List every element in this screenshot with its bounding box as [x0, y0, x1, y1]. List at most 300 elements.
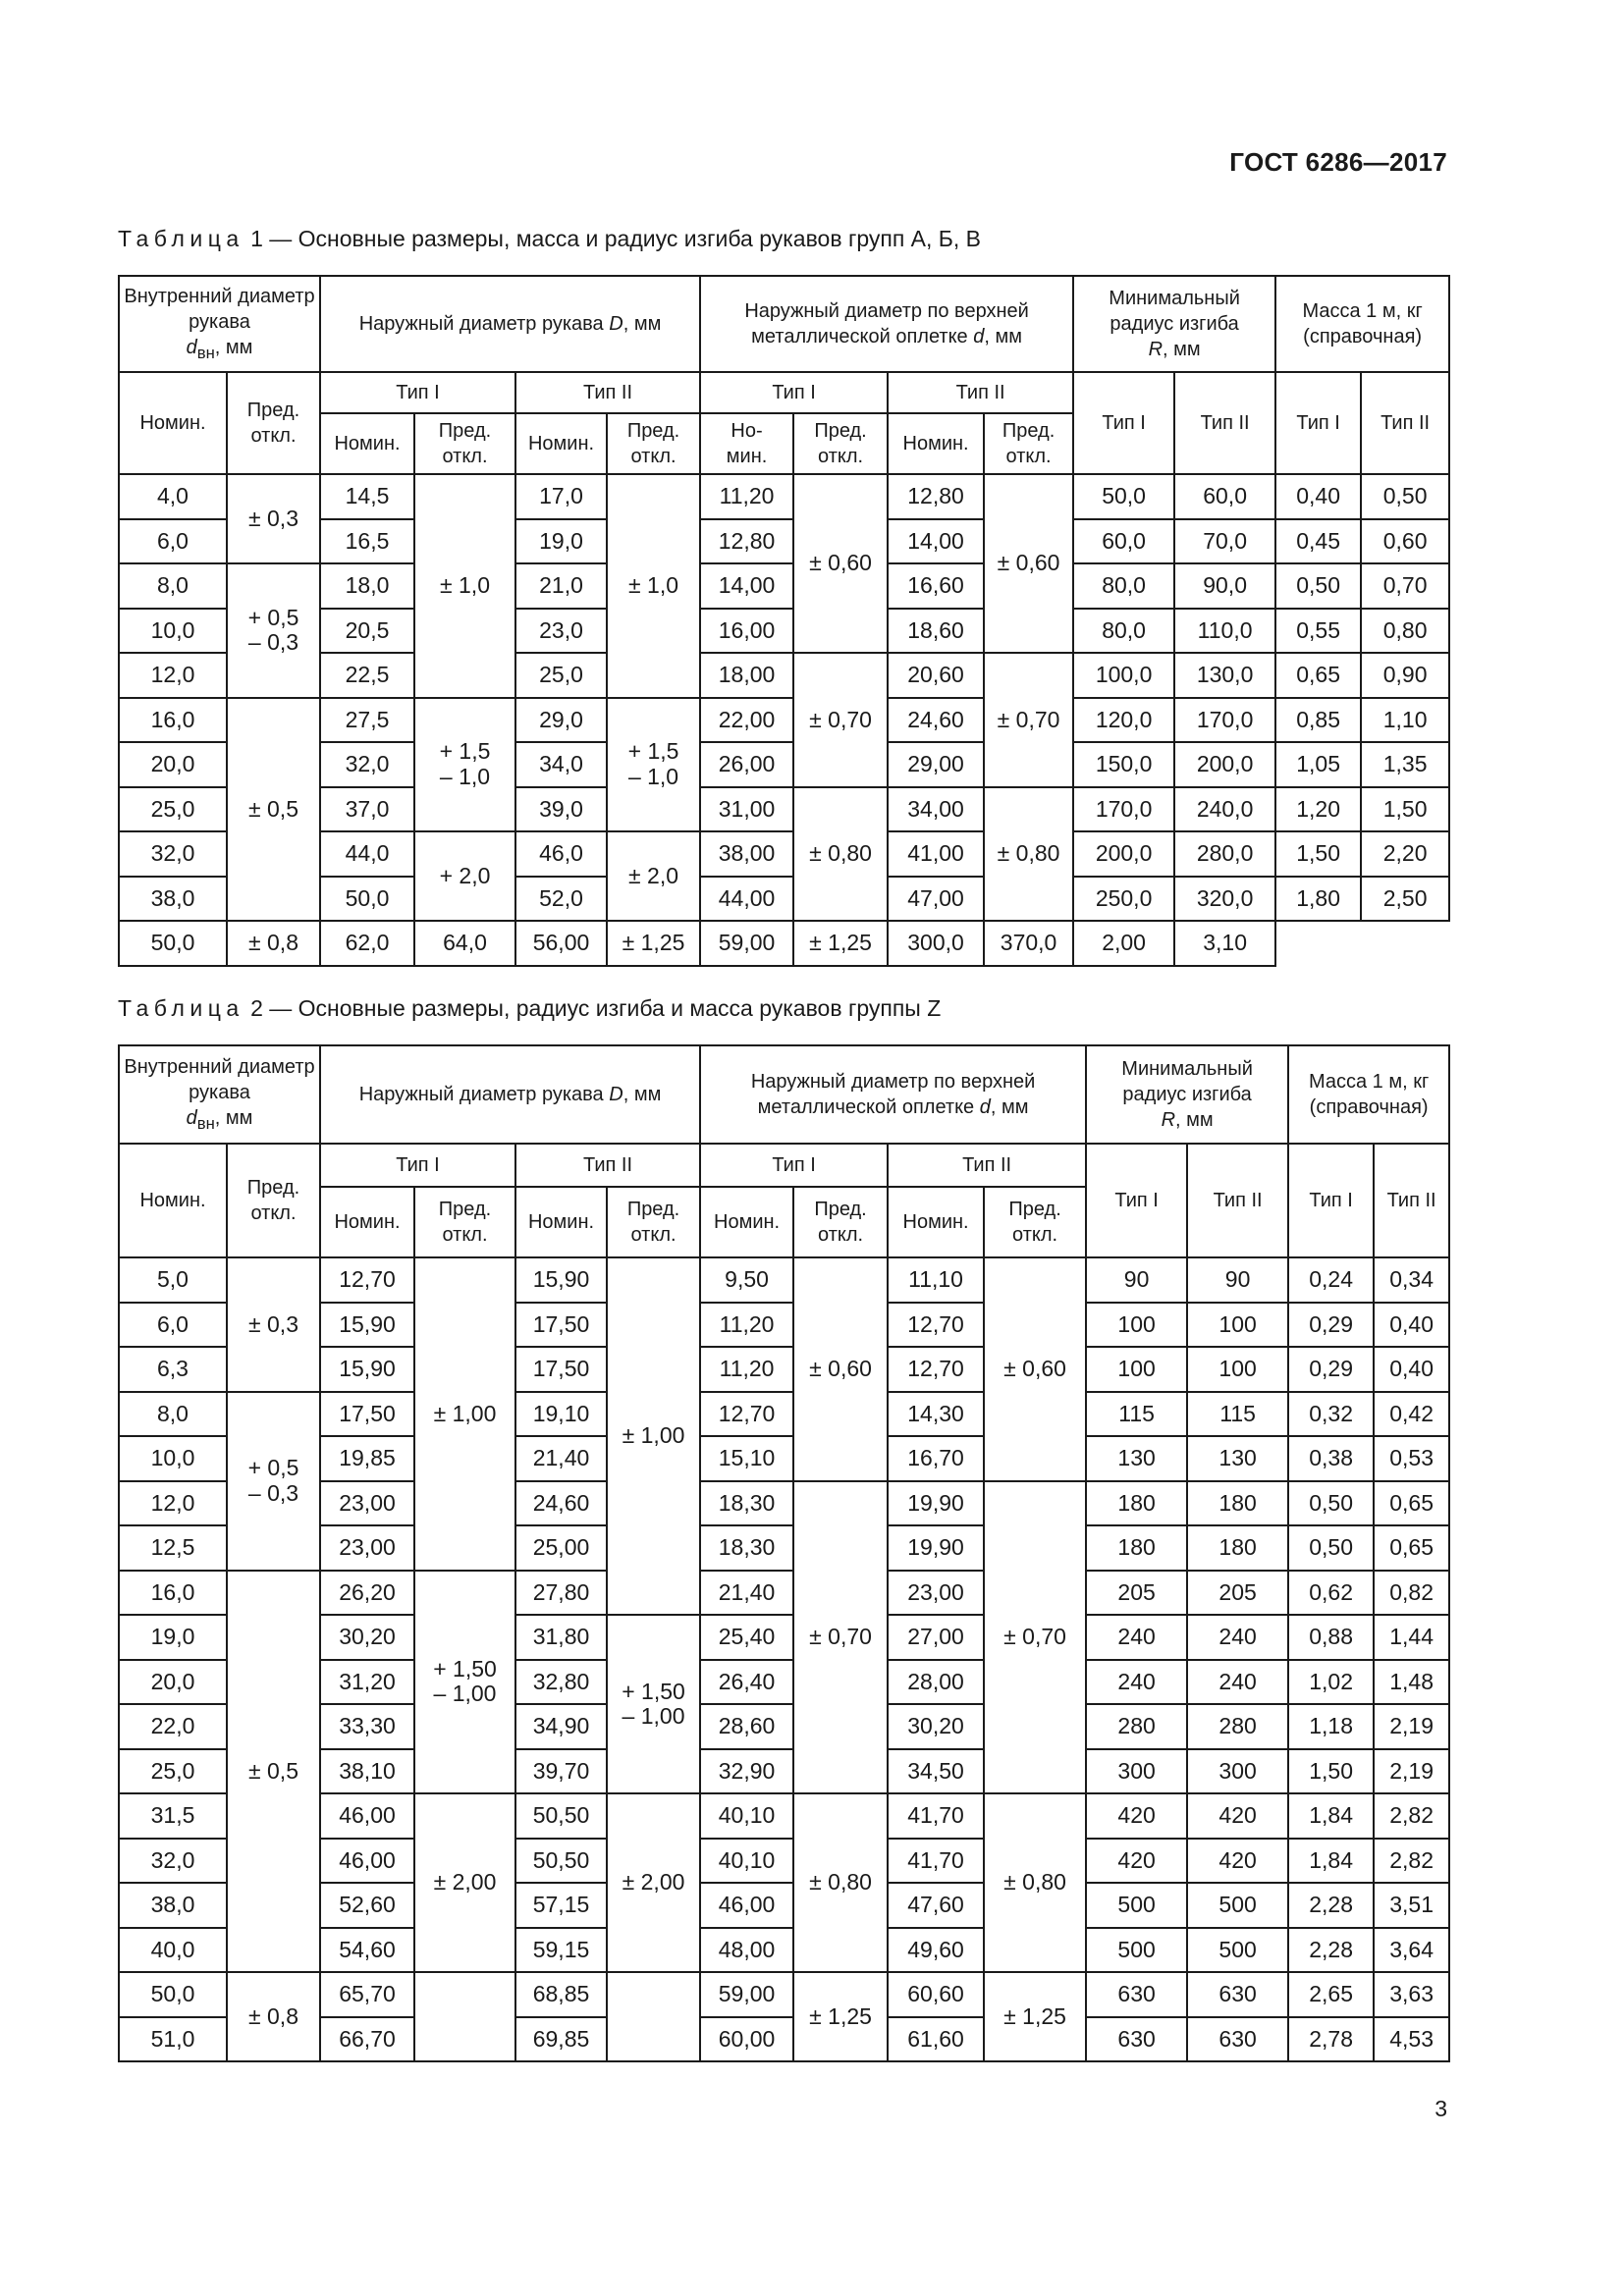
type-1-header: Тип I [320, 1144, 515, 1187]
type-2-header: Тип II [1174, 372, 1275, 474]
nomin-header: Номин. [515, 1187, 607, 1257]
table-cell: 20,0 [119, 1660, 227, 1705]
table-cell: 12,70 [700, 1392, 793, 1437]
table-cell: ± 0,80 [984, 787, 1073, 922]
table-cell: 6,3 [119, 1347, 227, 1392]
table-cell: 18,00 [700, 653, 793, 698]
table-cell: 24,60 [888, 698, 984, 743]
table-cell: 28,00 [888, 1660, 984, 1705]
table-cell: 34,0 [515, 742, 607, 787]
table-cell: 39,70 [515, 1749, 607, 1794]
table-cell: 130 [1187, 1436, 1288, 1481]
table-cell: 630 [1187, 1972, 1288, 2017]
table-cell: + 0,5 – 0,3 [227, 1392, 320, 1571]
table-cell: 60,60 [888, 1972, 984, 2017]
table-cell: 49,60 [888, 1928, 984, 1973]
table-cell: 370,0 [984, 921, 1073, 966]
table-cell: 0,32 [1288, 1392, 1374, 1437]
table-cell: 3,63 [1374, 1972, 1449, 2017]
table-cell: ± 1,0 [607, 474, 700, 698]
nomin-header: Номин. [515, 413, 607, 474]
table-cell: 12,70 [320, 1257, 414, 1303]
nomin-header: Номин. [888, 1187, 984, 1257]
table-cell: ± 2,00 [607, 1793, 700, 1972]
table-cell: 16,5 [320, 519, 414, 564]
table-cell: 100 [1187, 1303, 1288, 1348]
table-cell: 4,53 [1374, 2017, 1449, 2062]
table-cell: 25,40 [700, 1615, 793, 1660]
table-cell: 38,0 [119, 877, 227, 922]
type-1-header: Тип I [1275, 372, 1361, 474]
table-cell: ± 0,70 [984, 1481, 1086, 1794]
table-cell: 4,0 [119, 474, 227, 519]
table-cell: ± 2,00 [414, 1793, 515, 1972]
table-cell: 33,30 [320, 1704, 414, 1749]
table-cell: 180 [1187, 1481, 1288, 1526]
table-cell: 0,40 [1374, 1347, 1449, 1392]
table-cell: 20,5 [320, 609, 414, 654]
table-cell: 0,65 [1374, 1525, 1449, 1571]
table-1 [118, 275, 1450, 967]
tolerance-header: Пред. откл. [227, 1144, 320, 1257]
table-cell: 11,10 [888, 1257, 984, 1303]
table-cell: ± 1,0 [414, 474, 515, 698]
table-cell: 14,00 [700, 563, 793, 609]
table-cell: 0,82 [1374, 1571, 1449, 1616]
table-cell: 1,44 [1374, 1615, 1449, 1660]
table-cell [607, 1972, 700, 2061]
tolerance-header: Пред. откл. [227, 372, 320, 474]
table-cell: ± 0,3 [227, 474, 320, 563]
table-cell: 44,0 [320, 831, 414, 877]
table-cell: ± 0,70 [984, 653, 1073, 787]
table-cell: 50,50 [515, 1793, 607, 1839]
mass-header: Масса 1 м, кг (справочная) [1275, 276, 1449, 372]
table-cell: 110,0 [1174, 609, 1275, 654]
table-cell: 300,0 [888, 921, 984, 966]
table-cell: 46,00 [320, 1793, 414, 1839]
table-cell: ± 1,25 [793, 1972, 888, 2061]
type-1-header: Тип I [700, 1144, 888, 1187]
table-cell: 280,0 [1174, 831, 1275, 877]
table-cell: 32,0 [119, 1839, 227, 1884]
table-cell: 26,40 [700, 1660, 793, 1705]
table-cell: 16,0 [119, 698, 227, 743]
table-cell: 19,0 [119, 1615, 227, 1660]
type-2-header: Тип II [1361, 372, 1449, 474]
table-cell: 9,50 [700, 1257, 793, 1303]
table-cell: 2,82 [1374, 1839, 1449, 1884]
table-cell: 23,0 [515, 609, 607, 654]
table-cell: 15,90 [320, 1347, 414, 1392]
table-cell: 2,20 [1361, 831, 1449, 877]
table-cell: ± 0,80 [793, 1793, 888, 1972]
table-cell: 25,00 [515, 1525, 607, 1571]
table-cell: 80,0 [1073, 563, 1174, 609]
caption-text: 2 — Основные размеры, радиус изгиба и масса рукавов группы Z [244, 995, 942, 1021]
table-cell: 66,70 [320, 2017, 414, 2062]
table-cell: 32,90 [700, 1749, 793, 1794]
table-cell: ± 0,5 [227, 1571, 320, 1973]
table-cell: 1,48 [1374, 1660, 1449, 1705]
table-cell: 16,70 [888, 1436, 984, 1481]
table-cell: 1,50 [1275, 831, 1361, 877]
table-cell: 41,70 [888, 1839, 984, 1884]
table-cell: 50,0 [320, 877, 414, 922]
table-cell: 16,0 [119, 1571, 227, 1616]
table-cell: 27,5 [320, 698, 414, 743]
table-cell: 240 [1086, 1615, 1187, 1660]
table-cell: 8,0 [119, 563, 227, 609]
table-cell: 0,62 [1288, 1571, 1374, 1616]
table-cell: 1,50 [1361, 787, 1449, 832]
table-2 [118, 1044, 1450, 2062]
caption-text: 1 — Основные размеры, масса и радиус изгиба рукавов групп А, Б, В [244, 226, 982, 251]
inner-diameter-header: Внутренний диаметр рукава $d_{вн}$, мм [119, 276, 320, 372]
table-cell: 115 [1187, 1392, 1288, 1437]
table-cell: 280 [1187, 1704, 1288, 1749]
table-cell: 17,50 [320, 1392, 414, 1437]
braid-diameter-header: Наружный диаметр по верхней металлической оплетке d, мм [700, 276, 1073, 372]
table-cell: 0,80 [1361, 609, 1449, 654]
table-cell: 21,40 [515, 1436, 607, 1481]
table-cell: 19,90 [888, 1481, 984, 1526]
bend-radius-header: Минимальный радиус изгиба R, мм [1086, 1045, 1288, 1144]
table-cell: 61,60 [888, 2017, 984, 2062]
table-cell: 19,85 [320, 1436, 414, 1481]
type-2-header: Тип II [515, 372, 700, 413]
table-cell: 0,42 [1374, 1392, 1449, 1437]
table-cell: 2,19 [1374, 1704, 1449, 1749]
table-cell: 90 [1086, 1257, 1187, 1303]
nomin-header: Номин. [320, 1187, 414, 1257]
table-cell: 100 [1086, 1347, 1187, 1392]
table-cell: ± 2,0 [607, 831, 700, 921]
table-cell: 60,0 [1073, 519, 1174, 564]
table-cell: ± 1,00 [414, 1257, 515, 1571]
table-cell: 100 [1086, 1303, 1187, 1348]
nomin-header: Номин. [320, 413, 414, 474]
table-cell: 16,00 [700, 609, 793, 654]
table-cell: 50,0 [119, 921, 227, 966]
type-1-header: Тип I [1073, 372, 1174, 474]
table-cell: 62,0 [320, 921, 414, 966]
table-cell: 240 [1187, 1615, 1288, 1660]
table-cell: 10,0 [119, 609, 227, 654]
table-cell: 20,0 [119, 742, 227, 787]
table-cell: 29,0 [515, 698, 607, 743]
table-cell: + 0,5 – 0,3 [227, 563, 320, 698]
table-cell: 90,0 [1174, 563, 1275, 609]
table-cell: 0,70 [1361, 563, 1449, 609]
table-cell: 1,20 [1275, 787, 1361, 832]
table-cell: 31,00 [700, 787, 793, 832]
table-cell: 20,60 [888, 653, 984, 698]
table-cell: 65,70 [320, 1972, 414, 2017]
table-cell: + 1,50 – 1,00 [607, 1615, 700, 1793]
table-cell: 41,00 [888, 831, 984, 877]
table-cell: 5,0 [119, 1257, 227, 1303]
type-2-header: Тип II [1187, 1144, 1288, 1257]
table-cell: 2,19 [1374, 1749, 1449, 1794]
table-cell: 18,0 [320, 563, 414, 609]
table-cell: 1,84 [1288, 1839, 1374, 1884]
table-cell: 420 [1086, 1839, 1187, 1884]
table-cell: ± 0,70 [793, 653, 888, 787]
table-cell: 120,0 [1073, 698, 1174, 743]
outer-diameter-header: Наружный диаметр рукава D, мм [320, 1045, 700, 1144]
table-cell: 0,50 [1275, 563, 1361, 609]
mass-header: Масса 1 м, кг (справочная) [1288, 1045, 1449, 1144]
table-cell: 18,30 [700, 1525, 793, 1571]
type-2-header: Тип II [1374, 1144, 1449, 1257]
table-cell: 0,40 [1374, 1303, 1449, 1348]
table-cell: 130,0 [1174, 653, 1275, 698]
table-cell: 0,85 [1275, 698, 1361, 743]
table-cell: 22,00 [700, 698, 793, 743]
inner-diameter-header: Внутренний диаметр рукава $d_{вн}$, мм [119, 1045, 320, 1144]
table-cell: 47,60 [888, 1883, 984, 1928]
table-cell: 0,88 [1288, 1615, 1374, 1660]
table-cell: 41,70 [888, 1793, 984, 1839]
table-cell: 500 [1187, 1928, 1288, 1973]
table-cell: 18,60 [888, 609, 984, 654]
table-cell: 69,85 [515, 2017, 607, 2062]
table-cell: 1,18 [1288, 1704, 1374, 1749]
table-cell: 0,65 [1275, 653, 1361, 698]
table-cell: 630 [1086, 1972, 1187, 2017]
nomin-header: Но- мин. [700, 413, 793, 474]
table-cell: 31,80 [515, 1615, 607, 1660]
nomin-header: Номин. [119, 372, 227, 474]
table-cell: 180 [1086, 1525, 1187, 1571]
table-cell: 25,0 [119, 787, 227, 832]
table-cell: 300 [1187, 1749, 1288, 1794]
table-cell: 115 [1086, 1392, 1187, 1437]
table-cell: 12,80 [888, 474, 984, 519]
type-2-header: Тип II [888, 372, 1073, 413]
table-cell: 12,70 [888, 1303, 984, 1348]
table-cell: 2,65 [1288, 1972, 1374, 2017]
table-cell: 90 [1187, 1257, 1288, 1303]
nomin-header: Номин. [119, 1144, 227, 1257]
table-cell: 2,50 [1361, 877, 1449, 922]
table-cell: 8,0 [119, 1392, 227, 1437]
table-cell: 11,20 [700, 1347, 793, 1392]
table-cell: 0,60 [1361, 519, 1449, 564]
table-cell: 46,00 [320, 1839, 414, 1884]
table-cell: 80,0 [1073, 609, 1174, 654]
table-cell: 12,0 [119, 1481, 227, 1526]
table-cell: 1,35 [1361, 742, 1449, 787]
table-cell: ± 0,80 [984, 1793, 1086, 1972]
table-cell: 170,0 [1174, 698, 1275, 743]
table-cell: 11,20 [700, 474, 793, 519]
table-cell: 22,0 [119, 1704, 227, 1749]
table-cell: 0,55 [1275, 609, 1361, 654]
type-2-header: Тип II [888, 1144, 1086, 1187]
table-cell: 52,60 [320, 1883, 414, 1928]
table-cell: 34,50 [888, 1749, 984, 1794]
table-cell: 24,60 [515, 1481, 607, 1526]
table-row [119, 1257, 1449, 1303]
table-cell: 1,84 [1288, 1793, 1374, 1839]
table-cell: 300 [1086, 1749, 1187, 1794]
table-cell: 56,00 [515, 921, 607, 966]
tolerance-header: Пред. откл. [414, 1187, 515, 1257]
table-cell: ± 0,80 [793, 787, 888, 922]
standard-code: ГОСТ 6286—2017 [1229, 147, 1447, 177]
table-cell: 500 [1086, 1928, 1187, 1973]
table-cell: 3,64 [1374, 1928, 1449, 1973]
type-1-header: Тип I [1086, 1144, 1187, 1257]
table-cell: 21,0 [515, 563, 607, 609]
table-cell: 21,40 [700, 1571, 793, 1616]
table-cell: 630 [1187, 2017, 1288, 2062]
table-cell: + 1,5 – 1,0 [607, 698, 700, 832]
table-cell: 0,50 [1288, 1525, 1374, 1571]
table-cell: 26,00 [700, 742, 793, 787]
table-cell: 500 [1187, 1883, 1288, 1928]
table-cell: 50,50 [515, 1839, 607, 1884]
table-cell: 130 [1086, 1436, 1187, 1481]
table-cell: 0,90 [1361, 653, 1449, 698]
table-cell: 1,50 [1288, 1749, 1374, 1794]
table-cell: 59,00 [700, 1972, 793, 2017]
table-cell: 12,5 [119, 1525, 227, 1571]
table-cell: 420 [1187, 1793, 1288, 1839]
tolerance-header: Пред. откл. [607, 413, 700, 474]
table-cell: + 1,50 – 1,00 [414, 1571, 515, 1794]
table-cell: 6,0 [119, 519, 227, 564]
table-cell: 420 [1187, 1839, 1288, 1884]
bend-radius-header: Минимальный радиус изгиба R, мм [1073, 276, 1275, 372]
table-cell: 205 [1187, 1571, 1288, 1616]
table-cell: 500 [1086, 1883, 1187, 1928]
table-cell: 180 [1187, 1525, 1288, 1571]
table-cell: 19,90 [888, 1525, 984, 1571]
type-2-header: Тип II [515, 1144, 700, 1187]
table-cell: ± 0,60 [793, 1257, 888, 1481]
table-cell: 240,0 [1174, 787, 1275, 832]
table-cell: 48,00 [700, 1928, 793, 1973]
table-cell: 60,00 [700, 2017, 793, 2062]
table-cell: 180 [1086, 1481, 1187, 1526]
table-cell: 47,00 [888, 877, 984, 922]
table-cell: 70,0 [1174, 519, 1275, 564]
table-cell: 34,00 [888, 787, 984, 832]
table-cell: 14,5 [320, 474, 414, 519]
table-cell: 29,00 [888, 742, 984, 787]
table-cell: 12,70 [888, 1347, 984, 1392]
table-cell: 15,90 [515, 1257, 607, 1303]
table-cell: ± 0,60 [984, 1257, 1086, 1481]
table-cell: 16,60 [888, 563, 984, 609]
table-cell: 59,15 [515, 1928, 607, 1973]
table-cell: 200,0 [1073, 831, 1174, 877]
table-cell: 40,10 [700, 1839, 793, 1884]
table-cell: 39,0 [515, 787, 607, 832]
table-cell: 2,78 [1288, 2017, 1374, 2062]
table-cell: 0,29 [1288, 1347, 1374, 1392]
table-cell: 23,00 [320, 1525, 414, 1571]
table-cell: 0,65 [1374, 1481, 1449, 1526]
table-cell: 28,60 [700, 1704, 793, 1749]
table-cell: 32,80 [515, 1660, 607, 1705]
table-cell: 11,20 [700, 1303, 793, 1348]
caption-word: Таблица [118, 226, 244, 251]
table-cell: 27,00 [888, 1615, 984, 1660]
table-cell: 38,10 [320, 1749, 414, 1794]
table-row [119, 698, 1449, 743]
table-cell: 630 [1086, 2017, 1187, 2062]
tolerance-header: Пред. откл. [793, 413, 888, 474]
table-cell: 22,5 [320, 653, 414, 698]
table-cell: 3,51 [1374, 1883, 1449, 1928]
tolerance-header: Пред. откл. [984, 413, 1073, 474]
table-cell: 280 [1086, 1704, 1187, 1749]
table-cell: 51,0 [119, 2017, 227, 2062]
table-cell: 18,30 [700, 1481, 793, 1526]
table-cell: 17,50 [515, 1347, 607, 1392]
table-cell: 10,0 [119, 1436, 227, 1481]
table-row [119, 563, 1449, 609]
table-cell: 14,00 [888, 519, 984, 564]
tolerance-header: Пред. откл. [793, 1187, 888, 1257]
table-cell: 32,0 [119, 831, 227, 877]
table-1-caption [118, 226, 981, 252]
table-cell: 60,0 [1174, 474, 1275, 519]
table-cell: 12,80 [700, 519, 793, 564]
page-number: 3 [1435, 2096, 1447, 2121]
table-cell: 0,53 [1374, 1436, 1449, 1481]
table-cell: 37,0 [320, 787, 414, 832]
table-cell: 23,00 [320, 1481, 414, 1526]
table-cell: 17,0 [515, 474, 607, 519]
table-cell: 25,0 [515, 653, 607, 698]
table-cell: 100,0 [1073, 653, 1174, 698]
table-cell: 0,24 [1288, 1257, 1374, 1303]
table-cell: 31,5 [119, 1793, 227, 1839]
table-cell: 40,0 [119, 1928, 227, 1973]
table-cell: 170,0 [1073, 787, 1174, 832]
table-cell: 240 [1187, 1660, 1288, 1705]
table-cell: 44,00 [700, 877, 793, 922]
type-1-header: Тип I [1288, 1144, 1374, 1257]
table-cell: ± 1,25 [984, 1972, 1086, 2061]
tolerance-header: Пред. откл. [414, 413, 515, 474]
table-cell: 0,34 [1374, 1257, 1449, 1303]
table-cell: ± 0,70 [793, 1481, 888, 1794]
table-cell: 14,30 [888, 1392, 984, 1437]
table-cell: 320,0 [1174, 877, 1275, 922]
table-cell: 2,00 [1073, 921, 1174, 966]
table-cell: ± 1,25 [607, 921, 700, 966]
table-cell: ± 1,00 [607, 1257, 700, 1615]
table-cell: 26,20 [320, 1571, 414, 1616]
table-cell: 150,0 [1073, 742, 1174, 787]
table-cell: 420 [1086, 1793, 1187, 1839]
table-cell: 50,0 [119, 1972, 227, 2017]
table-cell: + 2,0 [414, 831, 515, 921]
braid-diameter-header: Наружный диаметр по верхней металлической оплетке d, мм [700, 1045, 1086, 1144]
table-cell: 2,82 [1374, 1793, 1449, 1839]
table-row [119, 921, 1449, 966]
outer-diameter-header: Наружный диаметр рукава D, мм [320, 276, 700, 372]
table-row [119, 1392, 1449, 1437]
table-cell: 240 [1086, 1660, 1187, 1705]
table-cell: 30,20 [888, 1704, 984, 1749]
